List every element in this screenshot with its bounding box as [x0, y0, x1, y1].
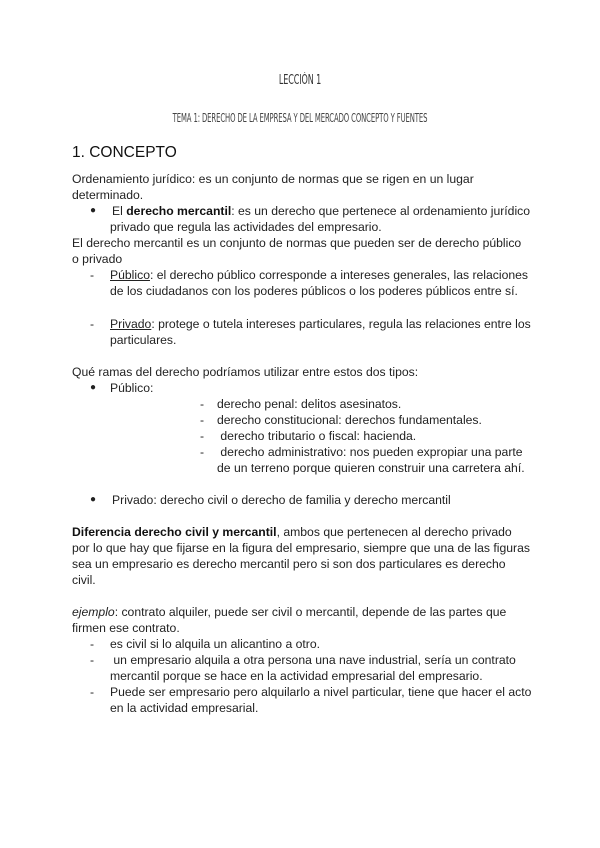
ejemplo-item-2-line-2: mercantil porque se hace en la actividad empresarial del empresario.: [110, 669, 483, 683]
mercantil-pre: El: [112, 204, 127, 218]
bullet-glyph: ●: [90, 205, 97, 216]
ejemplo-item-3-line-1: Puede ser empresario pero alquilarlo a nivel particular, tiene que hacer el acto: [110, 685, 532, 699]
intro-line-2: determinado.: [72, 188, 144, 202]
privado-rest: : protege o tutela intereses particulares, regula las relaciones entre los: [151, 317, 531, 331]
dash-glyph: -: [90, 268, 95, 282]
dash-glyph: -: [90, 653, 95, 667]
privado-line-1: [110, 316, 531, 332]
dash-glyph: -: [200, 413, 205, 427]
intro-line-1: Ordenamiento jurídico: es un conjunto de normas que se rigen en un lugar: [72, 172, 474, 186]
lesson-title: LECCIÓN 1: [278, 73, 322, 88]
ejemplo-line-2: firmen ese contrato.: [72, 621, 180, 635]
privado-line-2: particulares.: [110, 333, 177, 347]
ramas-publico-label: Público:: [110, 381, 154, 395]
mercantil-definition-line-2: privado que regula las actividades del empresario.: [110, 220, 382, 234]
publico-rest: : el derecho público corresponde a intereses generales, las relaciones: [149, 268, 529, 282]
dash-glyph: -: [90, 637, 95, 651]
paragraph-line-1: El derecho mercantil es un conjunto de normas que pueden ser de derecho público: [72, 236, 522, 250]
dash-glyph: -: [90, 317, 95, 331]
diferencia-line-3: sea un empresario es derecho mercantil pero si son dos particulares es derecho: [72, 557, 506, 571]
diferencia-term: Diferencia derecho civil y mercantil: [72, 525, 277, 539]
dash-glyph: -: [200, 397, 205, 411]
rama-publico-item: derecho tributario o fiscal: hacienda.: [217, 429, 417, 443]
mercantil-rest: : es un derecho que pertenece al ordenamiento jurídico: [231, 204, 531, 218]
diferencia-line-4: civil.: [72, 573, 96, 587]
bullet-glyph: ●: [90, 382, 97, 393]
ramas-question: Qué ramas del derecho podríamos utilizar entre estos dos tipos:: [72, 365, 419, 379]
diferencia-line-1: [72, 524, 512, 540]
diferencia-line-2: por lo que hay que fijarse en la figura del empresario, siempre que una de las figuras: [72, 541, 530, 555]
rama-publico-item: derecho penal: delitos asesinatos.: [217, 397, 402, 411]
publico-term: Público: [110, 268, 150, 282]
topic-title: TEMA 1: DERECHO DE LA EMPRESA Y DEL MERCADO CONCEPTO Y FUENTES: [172, 110, 428, 125]
ejemplo-item-3-line-2: en la actividad empresarial.: [110, 701, 259, 715]
rama-publico-item: derecho administrativo: nos pueden expropiar una parte: [217, 445, 523, 459]
publico-line-1: [110, 267, 528, 283]
mercantil-term: derecho mercantil: [126, 204, 232, 218]
ejemplo-term: ejemplo: [72, 605, 115, 619]
ejemplo-item-1: es civil si lo alquila un alicantino a otro.: [110, 637, 321, 651]
bullet-glyph: ●: [90, 494, 97, 505]
ramas-privado: Privado: derecho civil o derecho de familia y derecho mercantil: [112, 493, 451, 507]
mercantil-definition-line-1: [112, 203, 530, 219]
diferencia-rest: , ambos que pertenecen al derecho privado: [276, 525, 512, 539]
ejemplo-line-1: [72, 604, 506, 620]
ejemplo-rest: : contrato alquiler, puede ser civil o mercantil, depende de las partes que: [114, 605, 507, 619]
privado-term: Privado: [110, 317, 152, 331]
dash-glyph: -: [200, 429, 205, 443]
rama-publico-item: derecho constitucional: derechos fundamentales.: [217, 413, 482, 427]
rama-publico-item-continuation: de un terreno porque quieren construir una carretera ahí.: [217, 461, 525, 475]
dash-glyph: -: [200, 445, 205, 459]
dash-glyph: -: [90, 685, 95, 699]
section-heading: 1. CONCEPTO: [72, 144, 177, 161]
publico-line-2: de los ciudadanos con los poderes públicos o los poderes públicos entre sí.: [110, 284, 518, 298]
ejemplo-item-2-line-1: un empresario alquila a otra persona una nave industrial, sería un contrato: [110, 653, 516, 667]
paragraph-line-2: o privado: [72, 252, 123, 266]
